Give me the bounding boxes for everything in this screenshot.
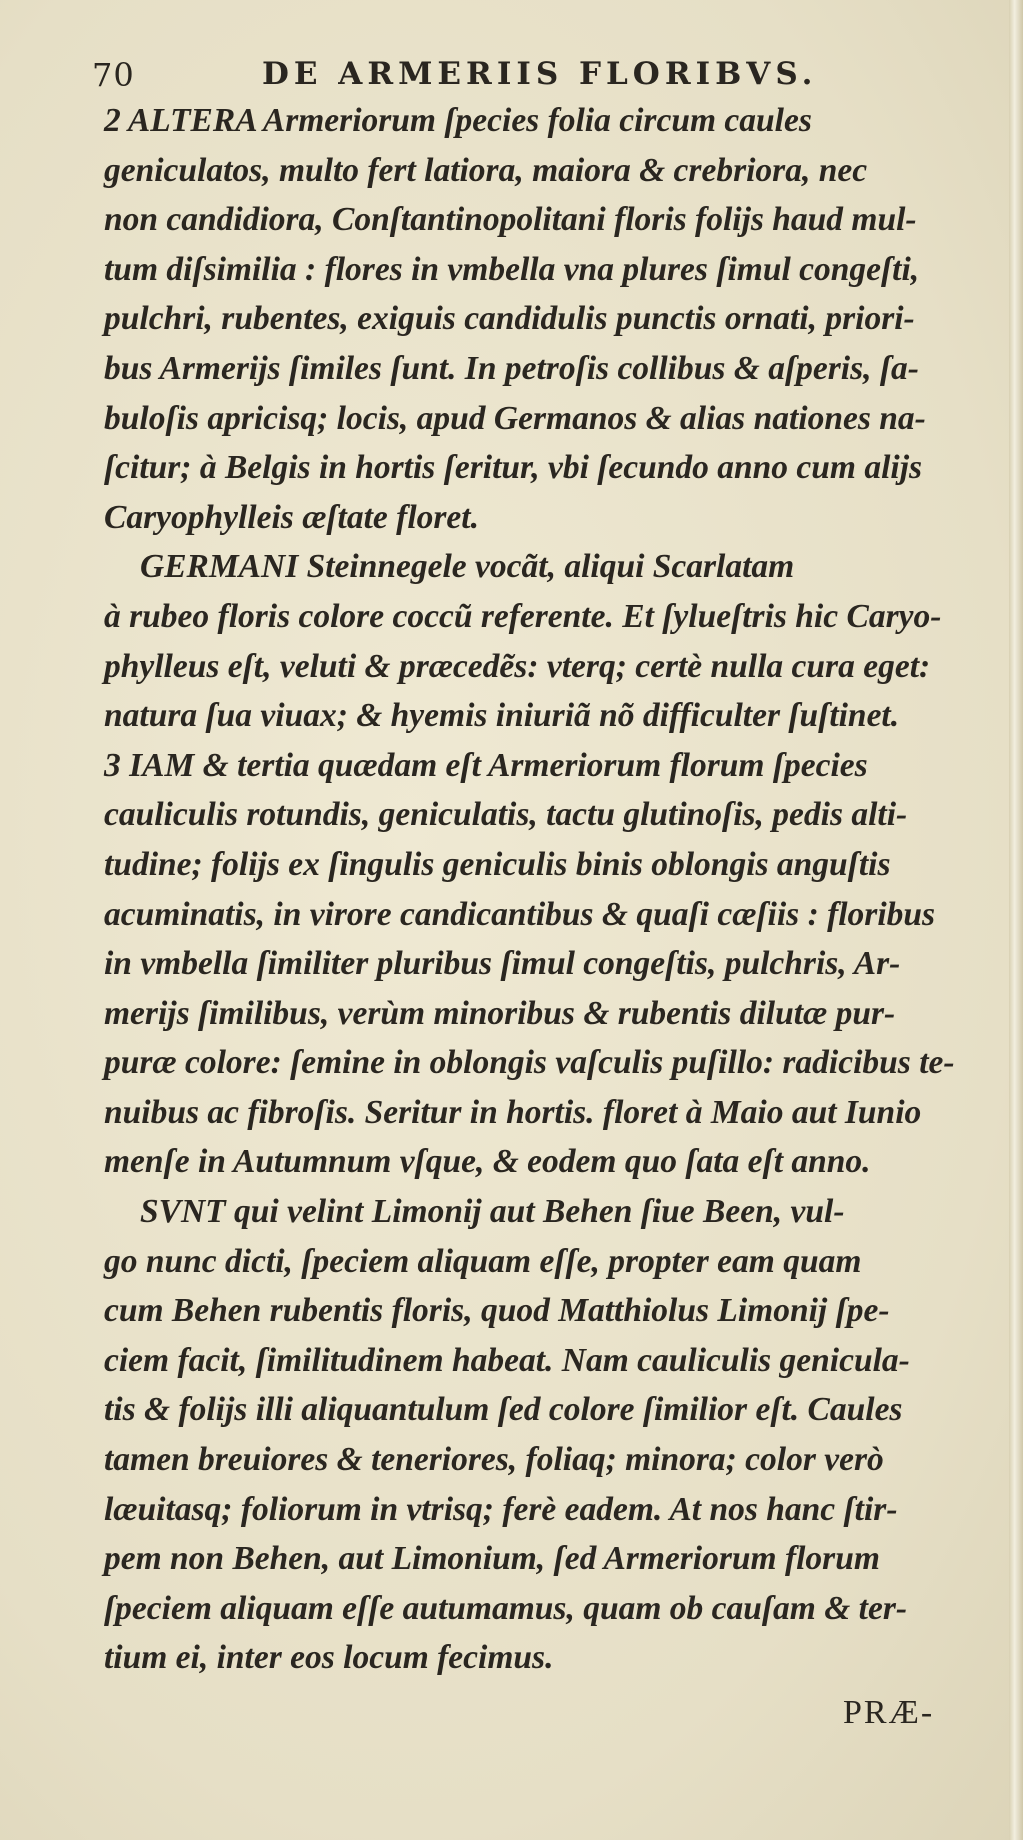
page-edge <box>1009 0 1023 1840</box>
text-line: in vmbella ſimiliter pluribus ſimul congeſtis, pulchris, Ar- <box>104 945 901 983</box>
text-line: læuitasq; foliorum in vtrisq; ferè eadem. At nos hanc ſtir- <box>104 1490 898 1528</box>
page-header <box>92 56 992 96</box>
text-line: natura ſua viuax; & hyemis iniuriã nõ difficulter ſuſtinet. <box>104 697 900 735</box>
catchword: PRÆ- <box>843 1694 935 1731</box>
text-line: tudine; folijs ex ſingulis geniculis binis oblongis anguſtis <box>104 845 891 883</box>
text-line: nuibus ac fibroſis. Seritur in hortis. floret à Maio aut Iunio <box>104 1093 922 1131</box>
text-line: bus Armerijs ſimiles ſunt. In petroſis collibus & aſperis, ſa- <box>104 349 919 387</box>
text-line: ciem facit, ſimilitudinem habeat. Nam cauliculis genicula- <box>104 1341 910 1379</box>
text-line: acuminatis, in virore candicantibus & quaſi cæſiis : floribus <box>104 895 936 933</box>
text-line: cum Behen rubentis floris, quod Matthiolus Limonij ſpe- <box>104 1292 890 1330</box>
text-line: menſe in Autumnum vſque, & eodem quo ſata eſt anno. <box>104 1143 871 1181</box>
page-number: 70 <box>92 56 135 94</box>
text-line: tium ei, inter eos locum fecimus. <box>104 1639 554 1677</box>
text-line: tis & folijs illi aliquantulum ſed colore ſimilior eſt. Caules <box>104 1391 903 1429</box>
body-text <box>104 96 989 1683</box>
text-line: buloſis apricisq; locis, apud Germanos & alias nationes na- <box>104 399 926 437</box>
text-line: go nunc dicti, ſpeciem aliquam eſſe, propter eam quam <box>104 1242 862 1280</box>
text-line: tum diſsimilia : flores in vmbella vna plures ſimul congeſti, <box>104 250 920 288</box>
text-line: puræ colore: ſemine in oblongis vaſculis puſillo: radicibus te- <box>104 1044 955 1082</box>
text-line: Caryophylleis æſtate floret. <box>104 498 479 536</box>
text-line: pem non Behen, aut Limonium, ſed Armeriorum florum <box>104 1540 880 1578</box>
text-line: pulchri, rubentes, exiguis candidulis punctis ornati, priori- <box>104 300 915 338</box>
text-line: ſcitur; à Belgis in hortis ſeritur, vbi ſecundo anno cum alijs <box>104 449 923 487</box>
running-title: DE ARMERIIS FLORIBVS. <box>262 56 818 92</box>
text-line: merijs ſimilibus, verùm minoribus & rubentis dilutæ pur- <box>104 994 896 1032</box>
text-line: 2 ALTERA Armeriorum ſpecies folia circum caules <box>104 102 812 139</box>
text-line: ſpeciem aliquam eſſe autumamus, quam ob cauſam & ter- <box>104 1589 908 1627</box>
text-line: à rubeo floris colore coccũ referente. Et ſylueſtris hic Caryo- <box>104 597 942 635</box>
text-line: phylleus eſt, veluti & præcedẽs: vterq; certè nulla cura eget: <box>104 647 931 685</box>
text-line: tamen breuiores & teneriores, foliaq; minora; color verò <box>104 1441 884 1479</box>
text-line: non candidiora, Conſtantinopolitani floris folijs haud mul- <box>104 201 917 239</box>
text-line: SVNT qui velint Limonij aut Behen ſiue Been, vul- <box>140 1193 845 1231</box>
text-line: cauliculis rotundis, geniculatis, tactu glutinoſis, pedis alti- <box>104 796 908 834</box>
text-line: GERMANI Steinnegele vocãt, aliqui Scarlatam <box>140 548 795 586</box>
text-line: geniculatos, multo fert latiora, maiora & crebriora, nec <box>104 151 868 189</box>
text-line: 3 IAM & tertia quædam eſt Armeriorum florum ſpecies <box>104 746 868 784</box>
